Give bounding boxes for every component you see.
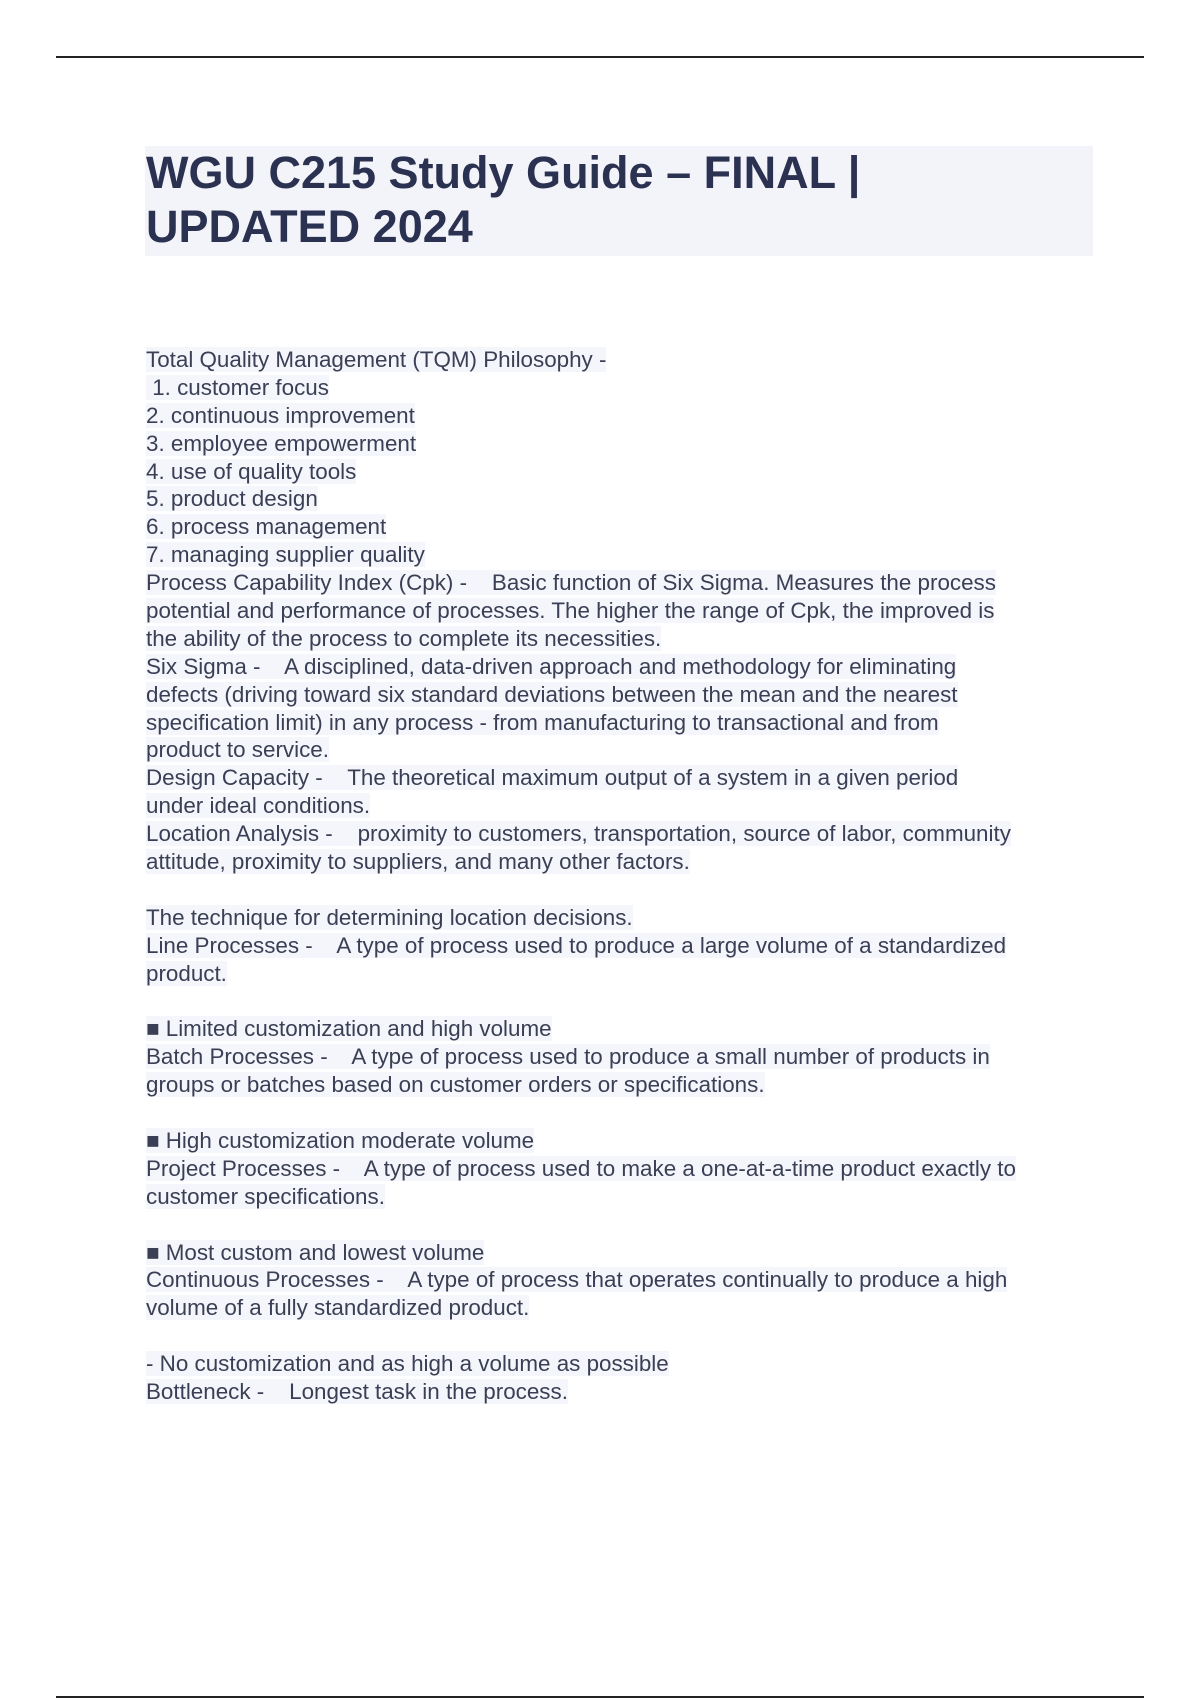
text-line: 6. process management bbox=[146, 514, 387, 540]
title-line-1: WGU C215 Study Guide – FINAL | bbox=[146, 147, 861, 198]
text-line: Location Analysis - proximity to customers, transportation, source of labor, community bbox=[146, 821, 1011, 847]
text-line: 7. managing supplier quality bbox=[146, 542, 425, 568]
text-line: 3. employee empowerment bbox=[146, 430, 417, 456]
blank-line bbox=[146, 876, 1106, 904]
document-body bbox=[146, 346, 1106, 1406]
text-line: ■ High customization moderate volume bbox=[146, 1127, 535, 1153]
text-line: product to service. bbox=[146, 737, 329, 763]
text-line: - No customization and as high a volume as possible bbox=[146, 1351, 669, 1377]
text-line: Design Capacity - The theoretical maximum output of a system in a given period bbox=[146, 765, 959, 791]
text-line: attitude, proximity to suppliers, and many other factors. bbox=[146, 849, 690, 875]
text-line: 4. use of quality tools bbox=[146, 458, 357, 484]
title-line-2: UPDATED 2024 bbox=[146, 201, 473, 252]
text-line: 5. product design bbox=[146, 486, 318, 512]
top-rule bbox=[56, 56, 1144, 58]
text-line: Project Processes - A type of process used to make a one-at-a-time product exactly to bbox=[146, 1155, 1016, 1181]
blank-line bbox=[146, 987, 1106, 1015]
blank-line bbox=[146, 1211, 1106, 1239]
text-line: The technique for determining location decisions. bbox=[146, 904, 633, 930]
text-line: specification limit) in any process - from manufacturing to transactional and from bbox=[146, 709, 939, 735]
text-line: Batch Processes - A type of process used to produce a small number of products in bbox=[146, 1044, 990, 1070]
text-line: customer specifications. bbox=[146, 1183, 385, 1209]
text-line: 2. continuous improvement bbox=[146, 402, 415, 428]
text-line: under ideal conditions. bbox=[146, 793, 371, 819]
bottom-rule bbox=[56, 1696, 1144, 1698]
document-title bbox=[146, 146, 1086, 254]
text-line: ■ Most custom and lowest volume bbox=[146, 1239, 485, 1265]
text-line: Continuous Processes - A type of process that operates continually to produce a high bbox=[146, 1267, 1008, 1293]
text-line: 1. customer focus bbox=[146, 374, 329, 400]
text-line: volume of a fully standardized product. bbox=[146, 1295, 530, 1321]
text-line: potential and performance of processes. The higher the range of Cpk, the improved is bbox=[146, 598, 995, 624]
text-line: the ability of the process to complete its necessities. bbox=[146, 625, 662, 651]
text-line: groups or batches based on customer orders or specifications. bbox=[146, 1072, 765, 1098]
text-line: Process Capability Index (Cpk) - Basic function of Six Sigma. Measures the process bbox=[146, 570, 996, 596]
text-line: Line Processes - A type of process used to produce a large volume of a standardized bbox=[146, 932, 1007, 958]
text-line: defects (driving toward six standard deviations between the mean and the nearest bbox=[146, 681, 958, 707]
text-line: Total Quality Management (TQM) Philosophy - bbox=[146, 347, 607, 372]
text-line: ■ Limited customization and high volume bbox=[146, 1016, 552, 1042]
text-line: Six Sigma - A disciplined, data-driven approach and methodology for eliminating bbox=[146, 653, 957, 679]
blank-line bbox=[146, 1322, 1106, 1350]
blank-line bbox=[146, 1099, 1106, 1127]
text-line: product. bbox=[146, 960, 227, 986]
text-line: Bottleneck - Longest task in the process. bbox=[146, 1378, 568, 1404]
